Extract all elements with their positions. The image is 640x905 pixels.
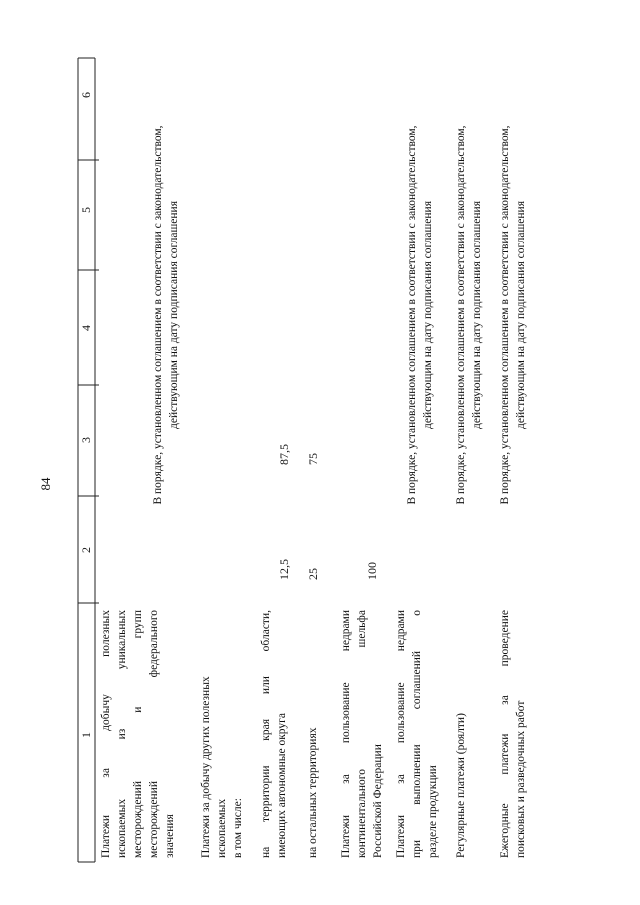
text-line: месторождений и групп — [132, 610, 144, 858]
row8-span — [497, 50, 529, 580]
page-number: 84 — [38, 477, 53, 491]
row3-col2: 12,5 — [277, 559, 291, 580]
row7-col1 — [453, 610, 469, 858]
text-line: имеющих автономные округа — [276, 713, 288, 858]
header-col-6: 6 — [79, 92, 93, 98]
row6-span — [404, 50, 436, 580]
text-line: Ежегодные платежи за проведение — [499, 610, 511, 858]
row3-col1 — [258, 610, 290, 858]
row5-col2: 100 — [365, 562, 379, 580]
row1-span — [150, 50, 182, 580]
text-line: В порядке, установленном соглашением в соответствии с законодательством, — [152, 125, 164, 505]
text-line: Регулярные платежи (роялти) — [455, 713, 467, 858]
header-col-2: 2 — [79, 547, 93, 553]
text-line: Платежи за пользование недрами — [340, 610, 352, 858]
text-line: действующим на дату подписания соглашения — [422, 201, 434, 430]
text-line: В порядке, установленном соглашением в соответствии с законодательством, — [499, 125, 511, 505]
text-line: ископаемых — [216, 798, 228, 858]
text-line: действующим на дату подписания соглашения — [515, 201, 527, 430]
header-col-4: 4 — [79, 325, 93, 331]
row6-col1 — [393, 610, 441, 858]
text-line: В порядке, установленном соглашением в соответствии с законодательством, — [455, 125, 467, 505]
text-line: В порядке, установленном соглашением в соответствии с законодательством, — [406, 125, 418, 505]
header-col-5: 5 — [79, 207, 93, 213]
row4-col1 — [305, 610, 321, 858]
header-col-1: 1 — [79, 732, 93, 738]
row4-col3: 75 — [306, 453, 320, 465]
text-line: в том числе: — [232, 798, 244, 858]
row5-col1 — [338, 610, 386, 858]
row8-col1 — [497, 610, 529, 858]
row4-col2: 25 — [306, 568, 320, 580]
text-line: Платежи за добычу других полезных — [200, 676, 212, 858]
text-line: поисковых и разведочных работ — [515, 700, 527, 858]
row7-span — [453, 50, 485, 580]
text-line: ископаемых из уникальных — [116, 610, 128, 858]
text-line: месторождений федерального — [148, 610, 160, 858]
text-line: действующим на дату подписания соглашения — [168, 201, 180, 430]
text-line: на территории края или области, — [260, 610, 272, 858]
row2-col1 — [198, 610, 246, 858]
text-line: Платежи за пользование недрами — [395, 610, 407, 858]
text-line: значения — [164, 814, 176, 858]
text-line: континентального шельфа — [356, 610, 368, 858]
text-line: разделе продукции — [427, 765, 439, 858]
row1-col1 — [98, 610, 178, 858]
text-line: Платежи за добычу полезных — [100, 610, 112, 858]
row3-col3: 87,5 — [277, 444, 291, 465]
text-line: на остальных территориях — [307, 727, 319, 858]
text-line: Российской Федерации — [372, 744, 384, 858]
text-line: при выполнении соглашений о — [411, 610, 423, 858]
header-col-3: 3 — [79, 437, 93, 443]
text-line: действующим на дату подписания соглашения — [471, 201, 483, 430]
